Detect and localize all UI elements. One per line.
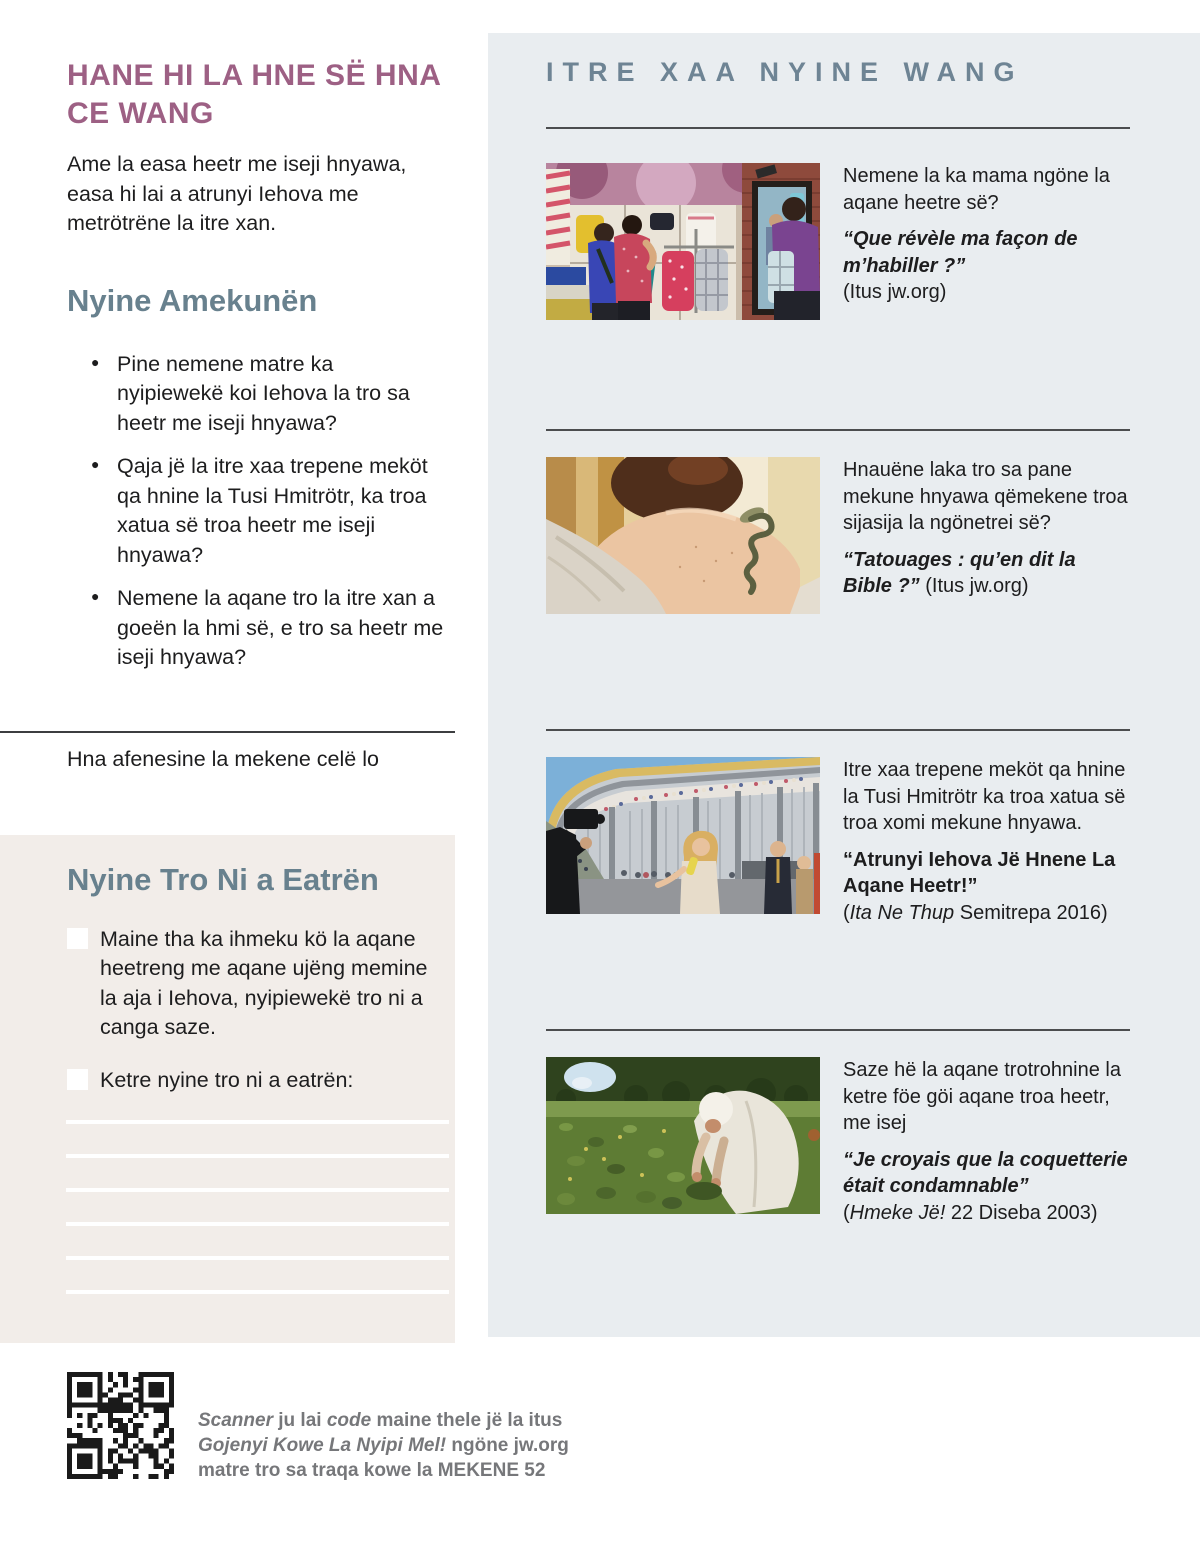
clothing-store-photo xyxy=(546,163,820,320)
section-source: “Atrunyi Iehova Jë Hnene La Aqane Heetr!” (Ita Ne Thup Semitrepa 2016) xyxy=(843,848,1116,924)
media-section xyxy=(546,429,1130,614)
section-divider xyxy=(546,127,1130,129)
qr-code-icon xyxy=(67,1372,174,1479)
review-question: ● Qaja jë la itre xaa trepene meköt qa hnine la Tusi Hmitrötr, ka troa xatua së troa heetr me iseji hnyawa? xyxy=(67,452,445,570)
answer-line[interactable] xyxy=(66,1222,449,1226)
intro-text: Ame la easa heetr me iseji hnyawa, easa hi lai a atrunyi Iehova me metrötrëne la itre xan. xyxy=(67,152,407,236)
section-question: Itre xaa trepene meköt qa hnine la Tusi Hmitrötr ka troa xatua së troa xomi mekune hnyawa. xyxy=(843,759,1126,835)
divider xyxy=(0,731,455,733)
media-section xyxy=(546,729,1130,927)
goals-heading: Nyine Tro Ni a Eatrën xyxy=(67,862,379,897)
answer-line[interactable] xyxy=(66,1120,449,1124)
section-divider xyxy=(546,1029,1130,1031)
section-question: Nemene la ka mama ngöne la aqane heetre së? xyxy=(843,165,1110,214)
section-divider xyxy=(546,429,1130,431)
media-section xyxy=(546,1029,1130,1227)
field-worker-photo xyxy=(546,1057,820,1214)
review-heading: Nyine Amekunën xyxy=(67,283,318,318)
goal-item xyxy=(67,1066,437,1095)
review-question: ● Nemene la aqane tro la itre xan a goeën la hmi së, e tro sa heetr me iseji hnyawa? xyxy=(67,584,445,672)
answer-line[interactable] xyxy=(66,1256,449,1260)
section-question: Saze hë la aqane trotrohnine la ketre föe göi aqane troa heetr, me isej xyxy=(843,1059,1121,1135)
shoulder-tattoo-photo xyxy=(546,457,820,614)
review-questions xyxy=(67,350,445,687)
completed-note: Hna afenesine la mekene celë lo xyxy=(67,747,379,771)
review-question: ● Pine nemene matre ka nyipiewekë koi Iehova la tro sa heetr me iseji hnyawa? xyxy=(67,350,445,438)
section-source: “Que révèle ma façon de m’habiller ?” (Itus jw.org) xyxy=(843,228,1078,304)
checkbox[interactable] xyxy=(67,928,88,949)
section-source: “Je croyais que la coquetterie était condamnable” (Hmeke Jë! 22 Diseba 2003) xyxy=(843,1148,1128,1224)
media-section xyxy=(546,127,1130,320)
goal-item-label: Maine tha ka ihmeku kö la aqane heetreng me aqane ujëng memine la aja i Iehova, nyipiewekë tro ni a canga saze. xyxy=(100,927,428,1040)
answer-line[interactable] xyxy=(66,1188,449,1192)
answer-line[interactable] xyxy=(66,1154,449,1158)
section-source: “Tatouages : qu’en dit la Bible ?” (Itus jw.org) xyxy=(843,548,1076,598)
scan-instructions: Scanner ju lai code maine thele jë la itus Gojenyi Kowe La Nyipi Mel! ngöne jw.org matre tro sa traqa kowe la MEKENE 52 xyxy=(198,1410,569,1482)
page-title: HANE HI LA HNE SË HNA CE WANG xyxy=(67,59,441,130)
goal-item xyxy=(67,925,437,1043)
stadium-interview-photo xyxy=(546,757,820,914)
checkbox[interactable] xyxy=(67,1069,88,1090)
answer-line[interactable] xyxy=(66,1290,449,1294)
section-question: Hnauëne laka tro sa pane mekune hnyawa qëmekene troa sijasija la ngönetrei së? xyxy=(843,459,1128,535)
goal-item-label: Ketre nyine tro ni a eatrën: xyxy=(100,1068,354,1092)
section-divider xyxy=(546,729,1130,731)
answer-lines xyxy=(66,1120,449,1324)
panel-heading: ITRE XAA NYINE WANG xyxy=(546,57,1024,87)
